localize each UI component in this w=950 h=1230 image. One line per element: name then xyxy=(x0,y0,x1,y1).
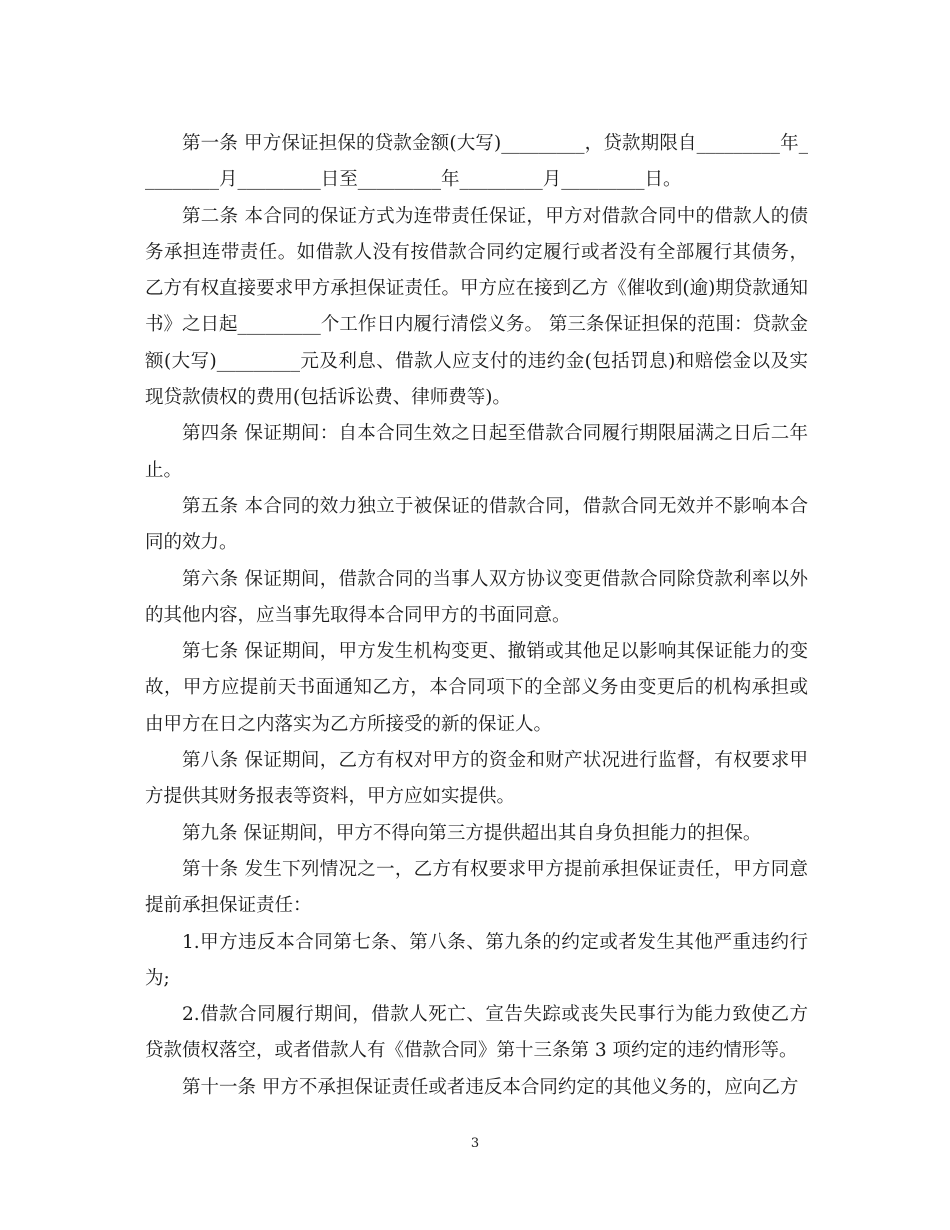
article-10-item-1: 1.甲方违反本合同第七条、第八条、第九条的约定或者发生其他严重违约行为; xyxy=(145,931,808,989)
article-1-paragraph: 第一条 甲方保证担保的贷款金额(大写)_________，贷款期限自_________年_________月_________日至_________年_________月_________日。 xyxy=(145,133,808,191)
document-body xyxy=(145,126,808,1106)
article-9-paragraph: 第九条 保证期间，甲方不得向第三方提供超出其自身负担能力的担保。 xyxy=(182,822,762,844)
article-5-paragraph: 第五条 本合同的效力独立于被保证的借款合同，借款合同无效并不影响本合同的效力。 xyxy=(145,495,808,554)
article-4-paragraph: 第四条 保证期间：自本合同生效之日起至借款合同履行期限届满之日后二年止。 xyxy=(145,423,808,481)
article-7-paragraph: 第七条 保证期间，甲方发生机构变更、撤销或其他足以影响其保证能力的变故，甲方应提前天书面通知乙方，本合同项下的全部义务由变更后的机构承担或由甲方在日之内落实为乙方所接受的新的保证人。 xyxy=(145,641,808,735)
page-number: 3 xyxy=(470,1136,480,1151)
article-10-paragraph: 第十条 发生下列情况之一，乙方有权要求甲方提前承担保证责任，甲方同意提前承担保证责任： xyxy=(145,858,808,917)
article-6-paragraph: 第六条 保证期间，借款合同的当事人双方协议变更借款合同除贷款利率以外的其他内容，应当事先取得本合同甲方的书面同意。 xyxy=(145,568,808,626)
article-11-paragraph: 第十一条 甲方不承担保证责任或者违反本合同约定的其他义务的，应向乙方 xyxy=(182,1076,799,1098)
article-10-item-2: 2.借款合同履行期间，借款人死亡、宣告失踪或丧失民事行为能力致使乙方贷款债权落空，或者借款人有《借款合同》第十三条第 3 项约定的违约情形等。 xyxy=(145,1004,808,1062)
article-2-3-paragraph: 第二条 本合同的保证方式为连带责任保证，甲方对借款合同中的借款人的债务承担连带责任。如借款人没有按借款合同约定履行或者没有全部履行其债务，乙方有权直接要求甲方承担保证责任。甲方应在接到乙方《催收到(逾)期贷款通知书》之日起_________个工作日内履行清偿义务。 第三条保证担保的范围：贷款金额(大写)_________元及利息、借款人应支付的违约金(包括罚息)和赔偿金以及实现贷款债权的费用(包括诉讼费、律师费等)。 xyxy=(145,205,808,409)
article-8-paragraph: 第八条 保证期间，乙方有权对甲方的资金和财产状况进行监督，有权要求甲方提供其财务报表等资料，甲方应如实提供。 xyxy=(145,750,808,808)
